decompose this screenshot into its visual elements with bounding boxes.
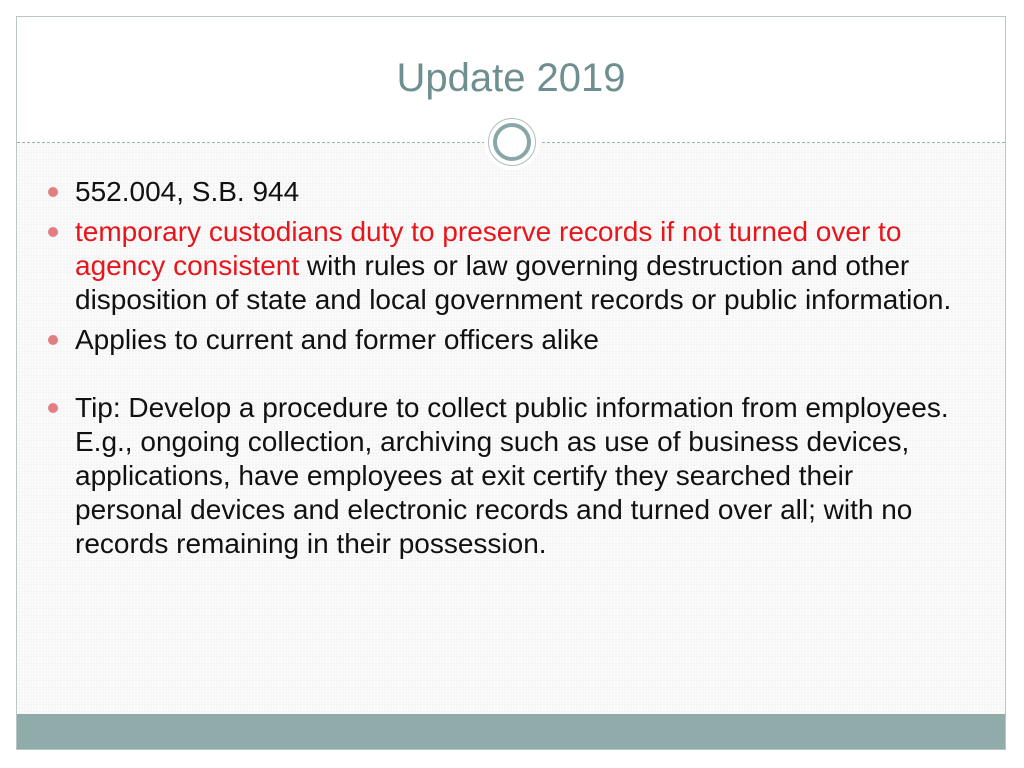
bullet-list — [17, 175, 1005, 567]
bullet-highlight-text: temporary custodians duty to preserve records if not turned over to agency consistent — [75, 216, 902, 281]
bullet-dot-icon — [48, 403, 58, 413]
bullet-item-4 — [17, 391, 1005, 561]
footer-bar — [17, 714, 1005, 749]
bullet-item-2 — [17, 215, 1005, 317]
bullet-item-1 — [17, 175, 1005, 209]
ornament-inner-ring — [493, 123, 531, 161]
bullet-text: Applies to current and former officers alike — [75, 324, 599, 355]
slide — [16, 16, 1006, 750]
bullet-text: Tip: Develop a procedure to collect public information from employees. E.g., ongoing collection, archiving such as use of business devices, applications, have employees at exit certify they searched their personal devices and electronic records and turned over all; with no records remaining in their possession. — [75, 392, 949, 559]
content-area — [17, 143, 1005, 716]
bullet-text: with rules or law governing destruction and other disposition of state and local government records or public information. — [75, 250, 952, 315]
bullet-item-3 — [17, 323, 1005, 357]
bullet-dot-icon — [48, 227, 58, 237]
slide-title: Update 2019 — [396, 56, 626, 100]
bullet-text: 552.004, S.B. 944 — [75, 176, 300, 207]
circle-ornament-icon — [484, 114, 540, 170]
bullet-dot-icon — [48, 187, 58, 197]
bullet-dot-icon — [48, 335, 58, 345]
